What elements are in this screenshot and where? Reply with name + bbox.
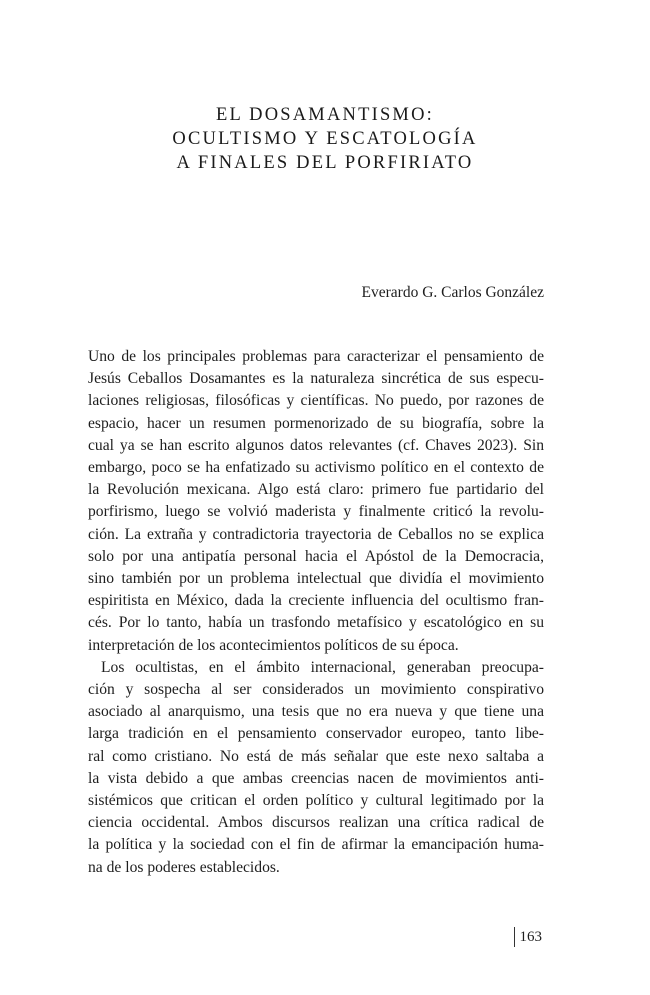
- text-line: porfirismo, luego se volvió maderista y finalmente criticó la revolu-: [88, 503, 544, 521]
- text-line: espacio, hacer un resumen pormenorizado de su biografía, sobre la: [88, 414, 544, 432]
- text-line: sistémicos que critican el orden político y cultural legitimado por la: [88, 792, 544, 810]
- text-line: na de los poderes establecidos.: [88, 858, 280, 876]
- text-line: ral como cristiano. No está de más señalar que este nexo saltaba a: [88, 747, 544, 765]
- chapter-title-line: A FINALES DEL PORFIRIATO: [176, 153, 474, 173]
- body-text: [88, 346, 544, 879]
- text-line: interpretación de los acontecimientos políticos de su época.: [88, 636, 459, 654]
- text-line: espiritista en México, dada la creciente influencia del ocultismo fran-: [88, 592, 544, 610]
- text-line: larga tradición en el pensamiento conservador europeo, tanto libe-: [88, 725, 544, 743]
- chapter-title: [0, 103, 650, 175]
- text-line: ción y sospecha al ser considerados un movimiento conspirativo: [88, 681, 544, 699]
- paragraph: [88, 657, 544, 879]
- paragraph: [88, 346, 544, 657]
- text-line: la política y la sociedad con el fin de afirmar la emancipación huma-: [88, 836, 544, 854]
- chapter-author: Everardo G. Carlos González: [361, 284, 544, 301]
- text-line: cual ya se han escrito algunos datos relevantes (cf. Chaves 2023). Sin: [88, 436, 544, 454]
- text-line: cés. Por lo tanto, había un trasfondo metafísico y escatológico en su: [88, 614, 544, 632]
- chapter-title-line: OCULTISMO Y ESCATOLOGÍA: [172, 129, 478, 149]
- text-line: Jesús Ceballos Dosamantes es la naturaleza sincrética de sus especu-: [88, 370, 544, 388]
- text-line: Los ocultistas, en el ámbito internacional, generaban preocupa-: [101, 658, 544, 676]
- page-number: [514, 927, 543, 947]
- folio-rule: [514, 927, 515, 947]
- text-line: asociado al anarquismo, una tesis que no era nueva y que tiene una: [88, 703, 544, 721]
- text-line: Uno de los principales problemas para caracterizar el pensamiento de: [88, 348, 544, 365]
- text-line: ción. La extraña y contradictoria trayectoria de Ceballos no se explica: [88, 525, 544, 543]
- text-line: embargo, poco se ha enfatizado su activismo político en el contexto de: [88, 459, 544, 477]
- chapter-title-line: EL DOSAMANTISMO:: [216, 105, 434, 125]
- text-line: ciencia occidental. Ambos discursos realizan una crítica radical de: [88, 814, 544, 832]
- text-line: laciones religiosas, filosóficas y científicas. No puedo, por razones de: [88, 392, 544, 410]
- text-line: la vista debido a que ambas creencias nacen de movimientos anti-: [88, 769, 544, 787]
- text-line: sino también por un problema intelectual que dividía el movimiento: [88, 570, 544, 588]
- text-line: solo por una antipatía personal hacia el Apóstol de la Democracia,: [88, 547, 544, 565]
- page-number-text: 163: [519, 928, 542, 945]
- text-line: la Revolución mexicana. Algo está claro: primero fue partidario del: [88, 481, 544, 499]
